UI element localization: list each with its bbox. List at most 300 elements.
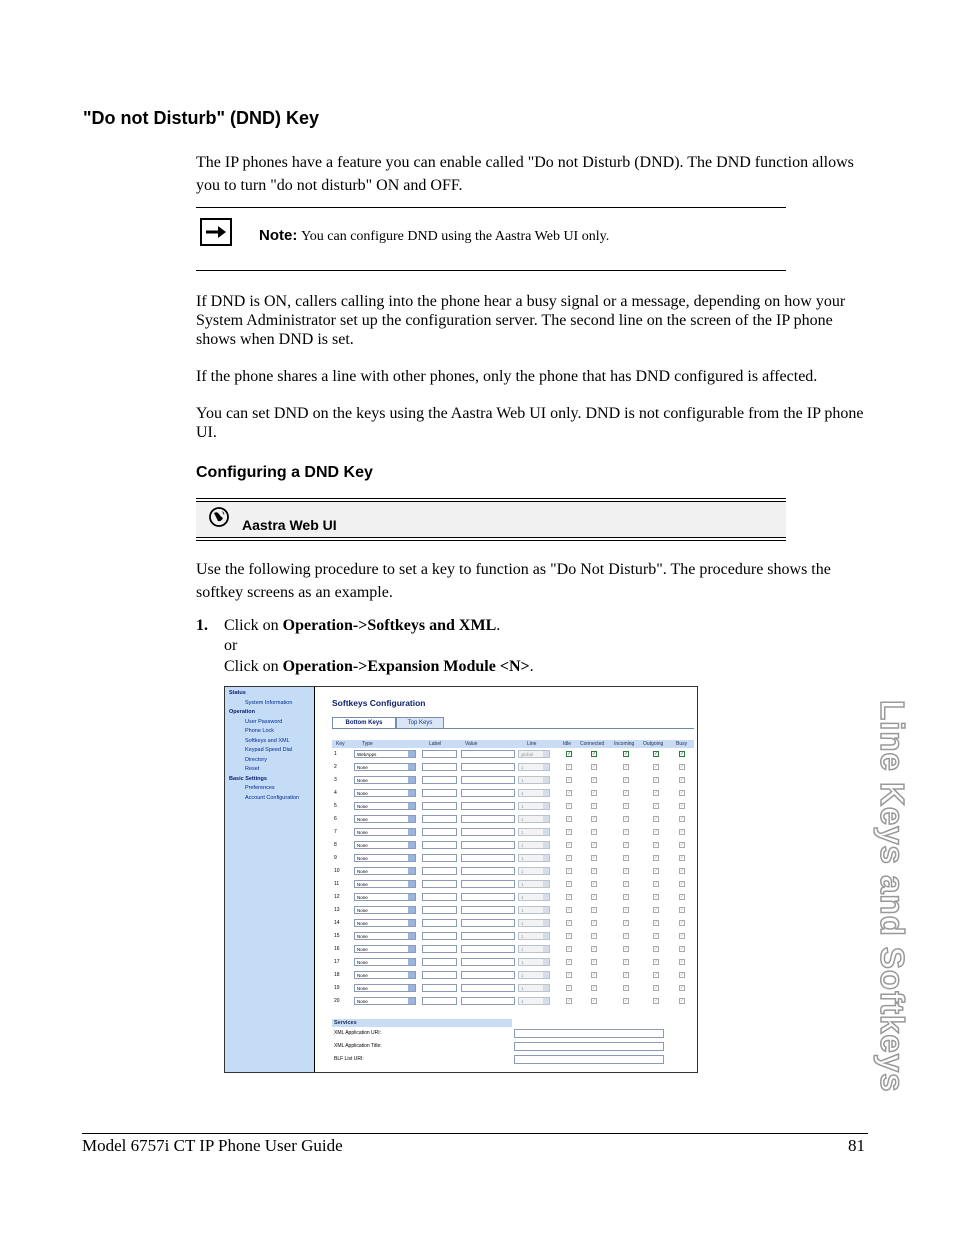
state-checkbox[interactable]: ✓: [654, 959, 659, 965]
state-checkbox[interactable]: ✓: [592, 855, 597, 861]
label-input[interactable]: [422, 906, 457, 914]
line-select[interactable]: [518, 815, 550, 823]
type-value: None: [357, 804, 368, 809]
chevron-down-icon: [543, 933, 549, 939]
nav-section[interactable]: Status: [229, 690, 246, 696]
state-checkbox[interactable]: ✓: [680, 985, 685, 991]
state-checkbox[interactable]: ✓: [592, 842, 597, 848]
state-checkbox[interactable]: ✓: [592, 829, 597, 835]
state-checkbox[interactable]: ✓: [567, 907, 572, 913]
column-header: Outgoing: [643, 741, 664, 747]
line-select[interactable]: [518, 971, 550, 979]
state-checkbox[interactable]: ✓: [624, 790, 629, 796]
service-label: XML Application URI:: [334, 1030, 382, 1036]
state-checkbox[interactable]: ✓: [592, 985, 597, 991]
state-checkbox[interactable]: ✓: [680, 829, 685, 835]
column-header: Busy: [676, 741, 688, 747]
table-row: [332, 788, 694, 799]
type-value: None: [357, 843, 368, 848]
paragraph-web-ui-only: You can set DND on the keys using the Aastra Web UI only. DND is not configurable from the IP phone UI.: [196, 405, 864, 441]
label-input[interactable]: [422, 763, 457, 771]
state-checkbox[interactable]: ✓: [567, 868, 572, 874]
line-value: 1: [521, 895, 524, 900]
state-checkbox[interactable]: ✓: [624, 868, 629, 874]
value-input[interactable]: [461, 802, 515, 810]
chevron-down-icon: [543, 894, 549, 900]
state-checkbox[interactable]: ✓: [624, 920, 629, 926]
label-input[interactable]: [422, 750, 457, 758]
state-checkbox[interactable]: ✓: [680, 790, 685, 796]
nav-item[interactable]: Preferences: [245, 785, 275, 791]
service-input[interactable]: [514, 1055, 664, 1064]
value-input[interactable]: [461, 854, 515, 862]
label-input[interactable]: [422, 971, 457, 979]
subheading: Configuring a DND Key: [196, 464, 373, 481]
tab-bottom-keys[interactable]: Bottom Keys: [332, 717, 396, 729]
chevron-down-icon: [543, 907, 549, 913]
state-checkbox[interactable]: ✓: [624, 764, 629, 770]
value-input[interactable]: [461, 750, 515, 758]
line-select[interactable]: [518, 945, 550, 953]
type-value: None: [357, 960, 368, 965]
value-input[interactable]: [461, 828, 515, 836]
table-row: [332, 931, 694, 942]
state-checkbox[interactable]: ✓: [567, 959, 572, 965]
step-number: 1.: [196, 617, 208, 634]
line-select[interactable]: [518, 984, 550, 992]
type-value: None: [357, 830, 368, 835]
state-checkbox[interactable]: ✓: [654, 855, 659, 861]
state-checkbox[interactable]: ✓: [624, 803, 629, 809]
chevron-down-icon: [543, 920, 549, 926]
state-checkbox[interactable]: ✓: [654, 946, 659, 952]
state-checkbox[interactable]: ✓: [624, 985, 629, 991]
nav-item[interactable]: Account Configuration: [245, 794, 300, 801]
state-checkbox[interactable]: ✓: [624, 959, 629, 965]
chapter-side-tab-text: Line Keys and Softkeys: [874, 700, 911, 1093]
table-row: [332, 905, 694, 916]
line-select[interactable]: [518, 802, 550, 810]
state-checkbox[interactable]: ✓: [624, 946, 629, 952]
state-checkbox[interactable]: ✓: [680, 920, 685, 926]
state-checkbox[interactable]: ✓: [592, 764, 597, 770]
line-value: 1: [521, 960, 524, 965]
note: [259, 227, 609, 247]
chevron-down-icon: [543, 998, 549, 1004]
state-checkbox[interactable]: ✓: [680, 764, 685, 770]
line-select[interactable]: [518, 828, 550, 836]
type-select[interactable]: [354, 906, 416, 914]
state-checkbox[interactable]: ✓: [654, 972, 659, 978]
line-select[interactable]: [518, 932, 550, 940]
state-checkbox[interactable]: ✓: [567, 777, 572, 783]
state-checkbox[interactable]: ✓: [567, 751, 572, 757]
state-checkbox[interactable]: ✓: [654, 751, 659, 757]
chevron-down-icon: [408, 881, 415, 887]
state-checkbox[interactable]: ✓: [567, 933, 572, 939]
arrow-icon: [200, 218, 232, 246]
type-value: None: [357, 869, 368, 874]
state-checkbox[interactable]: ✓: [624, 933, 629, 939]
key-number: 12: [334, 894, 340, 900]
table-row: [332, 814, 694, 825]
value-input[interactable]: [461, 893, 515, 901]
state-checkbox[interactable]: ✓: [567, 803, 572, 809]
line-value: 1: [521, 804, 524, 809]
state-checkbox[interactable]: ✓: [592, 959, 597, 965]
state-checkbox[interactable]: ✓: [592, 933, 597, 939]
chevron-down-icon: [543, 842, 549, 848]
state-checkbox[interactable]: ✓: [567, 790, 572, 796]
paragraph-shared-line: If the phone shares a line with other phones, only the phone that has DND configured is affected.: [196, 368, 818, 385]
label-input[interactable]: [422, 984, 457, 992]
value-input[interactable]: [461, 841, 515, 849]
type-value: None: [357, 856, 368, 861]
value-input[interactable]: [461, 932, 515, 940]
chevron-down-icon: [408, 790, 415, 796]
state-checkbox[interactable]: ✓: [654, 881, 659, 887]
type-select[interactable]: [354, 932, 416, 940]
type-select[interactable]: [354, 984, 416, 992]
label-input[interactable]: [422, 854, 457, 862]
state-checkbox[interactable]: ✓: [680, 842, 685, 848]
column-header: Idle: [563, 741, 572, 747]
value-input[interactable]: [461, 763, 515, 771]
step-line-1: [224, 616, 500, 636]
label-input[interactable]: [422, 932, 457, 940]
state-checkbox[interactable]: ✓: [680, 907, 685, 913]
state-checkbox[interactable]: ✓: [567, 816, 572, 822]
label-input[interactable]: [422, 893, 457, 901]
step-text: Click on: [224, 617, 283, 634]
nav-item[interactable]: System Information: [245, 699, 293, 706]
type-select[interactable]: [354, 958, 416, 966]
line-select[interactable]: [518, 867, 550, 875]
chevron-down-icon: [543, 972, 549, 978]
state-checkbox[interactable]: ✓: [624, 855, 629, 861]
key-number: 1: [334, 751, 337, 757]
label-input[interactable]: [422, 958, 457, 966]
key-number: 20: [334, 998, 340, 1004]
type-select[interactable]: [354, 776, 416, 784]
type-value: None: [357, 921, 368, 926]
menu-path-expansion: Operation->Expansion Module <N>: [282, 658, 530, 675]
type-value: None: [357, 947, 368, 952]
label-input[interactable]: [422, 802, 457, 810]
line-select[interactable]: [518, 893, 550, 901]
state-checkbox[interactable]: ✓: [592, 816, 597, 822]
state-checkbox[interactable]: ✓: [592, 751, 597, 757]
state-checkbox[interactable]: ✓: [567, 829, 572, 835]
type-select[interactable]: [354, 945, 416, 953]
table-row: [332, 801, 694, 812]
chevron-down-icon: [408, 933, 415, 939]
line-select[interactable]: [518, 997, 550, 1005]
state-checkbox[interactable]: ✓: [654, 985, 659, 991]
state-checkbox[interactable]: ✓: [624, 907, 629, 913]
value-input[interactable]: [461, 776, 515, 784]
state-checkbox[interactable]: ✓: [680, 803, 685, 809]
state-checkbox[interactable]: ✓: [592, 907, 597, 913]
state-checkbox[interactable]: ✓: [592, 868, 597, 874]
state-checkbox[interactable]: ✓: [680, 998, 685, 1004]
nav-item[interactable]: Reset: [245, 766, 260, 772]
chevron-down-icon: [408, 816, 415, 822]
column-header: Label: [429, 741, 442, 747]
table-row: [332, 762, 694, 773]
chevron-down-icon: [408, 868, 415, 874]
state-checkbox[interactable]: ✓: [624, 894, 629, 900]
column-header: Line: [527, 741, 537, 747]
state-checkbox[interactable]: ✓: [680, 868, 685, 874]
state-checkbox[interactable]: ✓: [654, 842, 659, 848]
line-value: 1: [521, 817, 524, 822]
nav-item[interactable]: Phone Lock: [245, 728, 275, 734]
line-value: 1: [521, 765, 524, 770]
state-checkbox[interactable]: ✓: [567, 985, 572, 991]
state-checkbox[interactable]: ✓: [680, 894, 685, 900]
key-number: 7: [334, 829, 337, 835]
nav-item[interactable]: Keypad Speed Dial: [245, 747, 293, 753]
value-input[interactable]: [461, 867, 515, 875]
state-checkbox[interactable]: ✓: [624, 777, 629, 783]
key-number: 2: [334, 764, 337, 770]
state-checkbox[interactable]: ✓: [624, 816, 629, 822]
chapter-side-tab: [863, 700, 913, 1110]
state-checkbox[interactable]: ✓: [680, 816, 685, 822]
softkeys-config-title: Softkeys Configuration: [332, 698, 426, 708]
table-row: [332, 892, 694, 903]
chevron-down-icon: [408, 907, 415, 913]
table-row: [332, 840, 694, 851]
chevron-down-icon: [408, 777, 415, 783]
line-select[interactable]: [518, 763, 550, 771]
chevron-down-icon: [543, 790, 549, 796]
type-select[interactable]: [354, 841, 416, 849]
state-checkbox[interactable]: ✓: [680, 777, 685, 783]
tab-top-keys[interactable]: Top Keys: [396, 717, 444, 729]
type-value: WebApps: [357, 752, 377, 757]
state-checkbox[interactable]: ✓: [592, 777, 597, 783]
line-select[interactable]: [518, 841, 550, 849]
state-checkbox[interactable]: ✓: [654, 933, 659, 939]
value-input[interactable]: [461, 880, 515, 888]
state-checkbox[interactable]: ✓: [680, 946, 685, 952]
type-select[interactable]: [354, 971, 416, 979]
type-select[interactable]: [354, 867, 416, 875]
value-input[interactable]: [461, 997, 515, 1005]
step-line-2: [224, 657, 534, 677]
type-value: None: [357, 882, 368, 887]
nav-item[interactable]: Softkeys and XML: [245, 737, 290, 744]
line-value: global: [521, 752, 534, 757]
state-checkbox[interactable]: ✓: [592, 972, 597, 978]
table-row: [332, 996, 694, 1007]
line-select[interactable]: [518, 750, 550, 758]
value-input[interactable]: [461, 958, 515, 966]
value-input[interactable]: [461, 919, 515, 927]
chevron-down-icon: [543, 777, 549, 783]
key-number: 18: [334, 972, 340, 978]
web-ui-sidebar: [225, 687, 315, 1072]
value-input[interactable]: [461, 906, 515, 914]
table-row: [332, 866, 694, 877]
label-input[interactable]: [422, 919, 457, 927]
state-checkbox[interactable]: ✓: [592, 894, 597, 900]
service-input[interactable]: [514, 1029, 664, 1038]
state-checkbox[interactable]: ✓: [680, 959, 685, 965]
step-text: Click on: [224, 658, 283, 675]
label-input[interactable]: [422, 841, 457, 849]
state-checkbox[interactable]: ✓: [654, 790, 659, 796]
value-input[interactable]: [461, 984, 515, 992]
type-select[interactable]: [354, 828, 416, 836]
line-select[interactable]: [518, 854, 550, 862]
line-select[interactable]: [518, 906, 550, 914]
state-checkbox[interactable]: ✓: [654, 907, 659, 913]
state-checkbox[interactable]: ✓: [624, 972, 629, 978]
type-select[interactable]: [354, 789, 416, 797]
type-select[interactable]: [354, 802, 416, 810]
service-input[interactable]: [514, 1042, 664, 1051]
state-checkbox[interactable]: ✓: [567, 881, 572, 887]
state-checkbox[interactable]: ✓: [624, 998, 629, 1004]
line-value: 1: [521, 986, 524, 991]
state-checkbox[interactable]: ✓: [567, 855, 572, 861]
line-select[interactable]: [518, 958, 550, 966]
state-checkbox[interactable]: ✓: [654, 920, 659, 926]
key-number: 9: [334, 855, 337, 861]
type-select[interactable]: [354, 763, 416, 771]
state-checkbox[interactable]: ✓: [680, 881, 685, 887]
state-checkbox[interactable]: ✓: [654, 803, 659, 809]
state-checkbox[interactable]: ✓: [567, 764, 572, 770]
step-or: or: [224, 637, 238, 654]
table-row: [332, 853, 694, 864]
state-checkbox[interactable]: ✓: [680, 855, 685, 861]
key-number: 3: [334, 777, 337, 783]
state-checkbox[interactable]: ✓: [654, 998, 659, 1004]
state-checkbox[interactable]: ✓: [680, 751, 685, 757]
label-input[interactable]: [422, 945, 457, 953]
chevron-down-icon: [543, 829, 549, 835]
line-select[interactable]: [518, 880, 550, 888]
label-input[interactable]: [422, 828, 457, 836]
chevron-down-icon: [408, 946, 415, 952]
key-number: 11: [334, 881, 340, 887]
key-number: 19: [334, 985, 340, 991]
nav-section[interactable]: Operation: [229, 709, 255, 715]
line-value: 1: [521, 830, 524, 835]
value-input[interactable]: [461, 815, 515, 823]
service-label: XML Application Title:: [334, 1043, 382, 1049]
key-number: 17: [334, 959, 340, 965]
state-checkbox[interactable]: ✓: [624, 842, 629, 848]
chevron-down-icon: [543, 946, 549, 952]
line-value: 1: [521, 791, 524, 796]
chevron-down-icon: [543, 868, 549, 874]
webui-label: Aastra Web UI: [242, 517, 337, 533]
state-checkbox[interactable]: ✓: [592, 998, 597, 1004]
state-checkbox[interactable]: ✓: [654, 868, 659, 874]
state-checkbox[interactable]: ✓: [567, 946, 572, 952]
state-checkbox[interactable]: ✓: [592, 920, 597, 926]
type-select[interactable]: [354, 919, 416, 927]
table-row: [332, 970, 694, 981]
value-input[interactable]: [461, 945, 515, 953]
label-input[interactable]: [422, 880, 457, 888]
state-checkbox[interactable]: ✓: [567, 894, 572, 900]
state-checkbox[interactable]: ✓: [592, 790, 597, 796]
type-select[interactable]: [354, 750, 416, 758]
nav-item[interactable]: User Password: [245, 718, 283, 725]
state-checkbox[interactable]: ✓: [592, 803, 597, 809]
label-input[interactable]: [422, 867, 457, 875]
state-checkbox[interactable]: ✓: [654, 816, 659, 822]
line-select[interactable]: [518, 919, 550, 927]
table-row: [332, 879, 694, 890]
state-checkbox[interactable]: ✓: [680, 933, 685, 939]
paragraph-dnd-on: If DND is ON, callers calling into the phone hear a busy signal or a message, depending on how your System Administrator set up the configuration server. The second line on the screen of the IP phone shows when DND is set.: [196, 293, 846, 348]
label-input[interactable]: [422, 997, 457, 1005]
value-input[interactable]: [461, 789, 515, 797]
state-checkbox[interactable]: ✓: [654, 829, 659, 835]
type-select[interactable]: [354, 893, 416, 901]
chevron-down-icon: [543, 816, 549, 822]
label-input[interactable]: [422, 815, 457, 823]
state-checkbox[interactable]: ✓: [654, 777, 659, 783]
web-ui-screenshot: [224, 686, 698, 1073]
state-checkbox[interactable]: ✓: [654, 764, 659, 770]
type-value: None: [357, 908, 368, 913]
nav-item[interactable]: Directory: [245, 756, 268, 763]
line-value: 1: [521, 908, 524, 913]
value-input[interactable]: [461, 971, 515, 979]
key-number: 5: [334, 803, 337, 809]
type-select[interactable]: [354, 815, 416, 823]
state-checkbox[interactable]: ✓: [680, 972, 685, 978]
state-checkbox[interactable]: ✓: [624, 829, 629, 835]
type-select[interactable]: [354, 880, 416, 888]
nav-section[interactable]: Basic Settings: [229, 775, 267, 782]
label-input[interactable]: [422, 776, 457, 784]
label-input[interactable]: [422, 789, 457, 797]
line-value: 1: [521, 856, 524, 861]
state-checkbox[interactable]: ✓: [592, 881, 597, 887]
state-checkbox[interactable]: ✓: [567, 972, 572, 978]
intro-paragraph: The IP phones have a feature you can enable called "Do not Disturb (DND). The DND function allows you to turn "do not disturb" ON and OFF.: [196, 154, 854, 194]
key-number: 16: [334, 946, 340, 952]
state-checkbox[interactable]: ✓: [654, 894, 659, 900]
state-checkbox[interactable]: ✓: [624, 881, 629, 887]
table-row: [332, 944, 694, 955]
state-checkbox[interactable]: ✓: [567, 998, 572, 1004]
chevron-down-icon: [543, 985, 549, 991]
state-checkbox[interactable]: ✓: [567, 842, 572, 848]
state-checkbox[interactable]: ✓: [567, 920, 572, 926]
line-select[interactable]: [518, 789, 550, 797]
chevron-down-icon: [408, 855, 415, 861]
web-ui-content: [315, 687, 697, 1072]
key-number: 8: [334, 842, 337, 848]
state-checkbox[interactable]: ✓: [592, 946, 597, 952]
chevron-down-icon: [543, 855, 549, 861]
type-select[interactable]: [354, 854, 416, 862]
line-select[interactable]: [518, 776, 550, 784]
footer-rule: [82, 1133, 868, 1134]
state-checkbox[interactable]: ✓: [624, 751, 629, 757]
type-select[interactable]: [354, 997, 416, 1005]
